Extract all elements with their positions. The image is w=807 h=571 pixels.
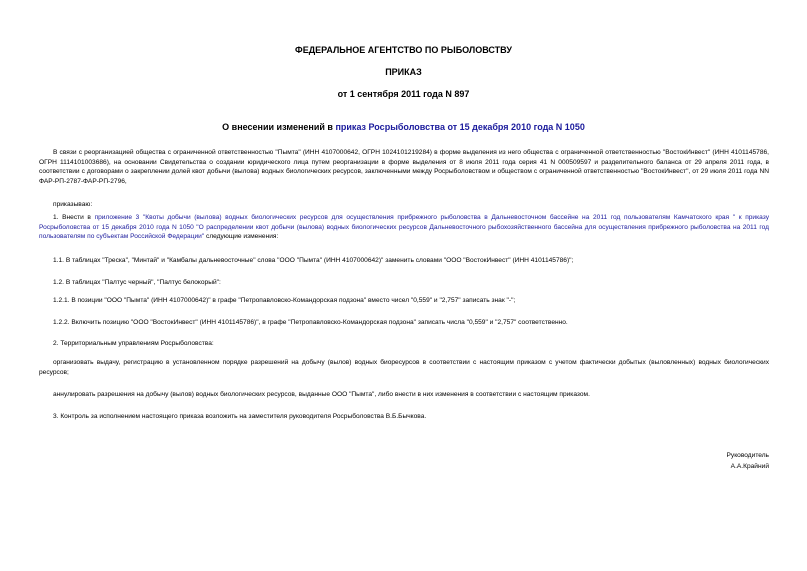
item-2-b-paragraph: аннулировать разрешения на добычу (вылов) водных биологических ресурсов, выданные ООО "Пымта", либо внести в них изменения в соответствии с настоящим приказом. (53, 391, 590, 398)
item-1-paragraph (39, 213, 769, 242)
item-1-1-paragraph: 1.1. В таблицах "Треска", "Минтай" и "Камбалы дальневосточные" слова "ООО "Пымта" (ИНН 4107000642)" заменить словами "ООО "ВостокИнвест" (ИНН 4101145786)"; (53, 257, 574, 264)
subject-prefix: О внесении изменений в (222, 122, 336, 132)
intro-paragraph: В связи с реорганизацией общества с ограниченной ответственностью "Пымта" (ИНН 4107000642, ОГРН 1024101219284) в форме выделения из него общества с ограниченной ответственностью "ВостокИнвест" (ИНН 4101145786, ОГРН 1114101003686), на основании Свидетельства о создании юридического лица путем реорганизации в форме выделения от 8 июля 2011 года серия 41 N 000509597 и разделительного баланса от 29 апреля 2011 года, в соответствии с договорами о закреплении долей квот добычи (вылова) водных биологических ресурсов, заключенными между Росрыболовством и обществом с ограниченной ответственностью "ВостокИнвест", от 29 июля 2011 года NN ФАР-РП-2787-ФАР-РП-2796, (39, 149, 769, 185)
item-2-a-paragraph: организовать выдачу, регистрацию в установленном порядке разрешений на добычу (вылов) водных биоресурсов в соответствии с настоящим приказом с учетом фактически добытых (выловленных) водных биологических ресурсов; (39, 359, 769, 376)
subject-link[interactable]: приказ Росрыболовства от 15 декабря 2010 года N 1050 (335, 122, 585, 132)
agency-heading: ФЕДЕРАЛЬНОЕ АГЕНТСТВО ПО РЫБОЛОВСТВУ (295, 45, 512, 55)
item-1-suffix: следующие изменения: (204, 233, 279, 241)
item-1-2-1-paragraph: 1.2.1. В позиции "ООО "Пымта" (ИНН 4107000642)" в графе "Петропавловско-Командорская подзона" вместо чисел "0,559" и "2,757" записать знак "-"; (53, 297, 516, 304)
item-3-paragraph: 3. Контроль за исполнением настоящего приказа возложить на заместителя руководителя Росрыболовства В.Б.Бычкова. (53, 413, 427, 420)
appendix-3-link[interactable]: приложение 3 "Квоты добычи (вылова) водных биологических ресурсов для осуществления прибрежного рыболовства в Дальневосточном бассейне на 2011 год пользователям Камчатского края " к приказу Росрыболовства от 15 декабря 2010 года N 1050 "О распределении квот добычи (вылова) водных биологических ресурсов Дальневосточного рыбохозяйственного бассейна для осуществления прибрежного рыболовства на 2011 год пользователям по субъектам Российской Федерации" (39, 214, 769, 241)
item-1-2-2-paragraph: 1.2.2. Включить позицию "ООО "ВостокИнвест" (ИНН 4101145786)", в графе "Петропавловско-Командорская подзона" записать числа "0,559" и "2,757" соответственно. (53, 319, 568, 326)
signature-name: А.А.Крайний (730, 463, 769, 470)
item-1-2-paragraph: 1.2. В таблицах "Палтус черный", "Палтус белокорый": (53, 279, 221, 286)
doc-subject-heading (0, 122, 807, 132)
doc-type-heading: ПРИКАЗ (385, 67, 422, 77)
doc-date-heading: от 1 сентября 2011 года N 897 (337, 89, 470, 99)
signature-title: Руководитель (726, 452, 769, 459)
item-2-paragraph: 2. Территориальным управлениям Росрыболовства: (53, 340, 214, 347)
order-word: приказываю: (53, 201, 93, 208)
item-1-prefix: 1. Внести в (53, 214, 95, 221)
